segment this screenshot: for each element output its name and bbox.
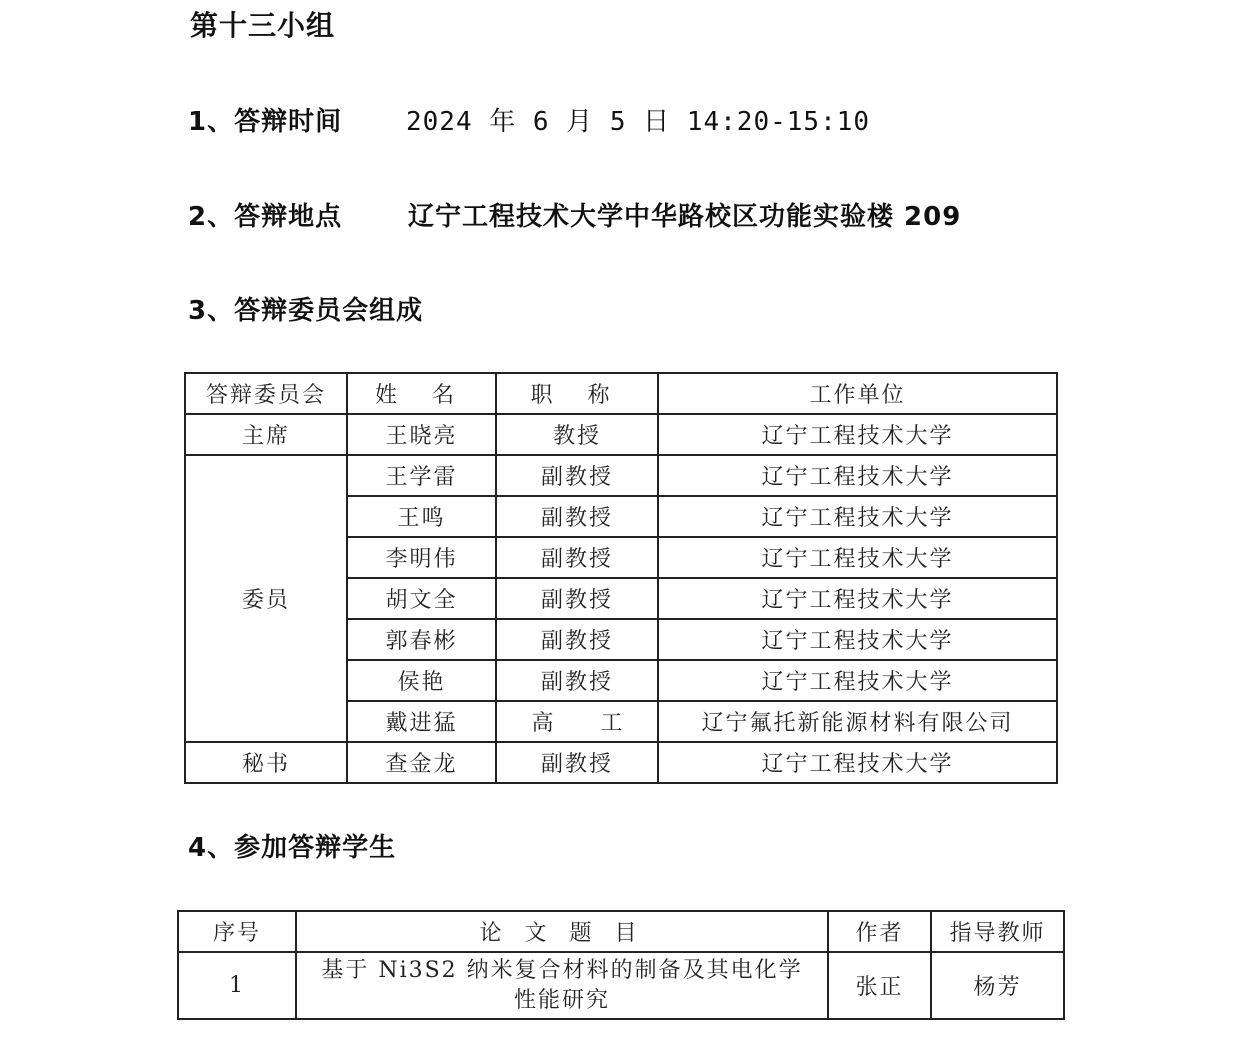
students-header-author: 作者 <box>828 911 931 952</box>
committee-chair-row <box>185 414 1057 455</box>
committee-section-heading: 3、答辩委员会组成 <box>188 296 424 326</box>
committee-header-row <box>185 373 1057 414</box>
chair-role: 主席 <box>185 414 347 455</box>
member-unit: 辽宁工程技术大学 <box>658 496 1057 537</box>
member-name: 李明伟 <box>347 537 496 578</box>
defense-place <box>188 200 962 234</box>
secretary-unit: 辽宁工程技术大学 <box>658 742 1057 783</box>
student-topic: 基于 Ni3S2 纳米复合材料的制备及其电化学性能研究 <box>296 952 828 1019</box>
member-title: 高 工 <box>496 701 658 742</box>
defense-place-value: 辽宁工程技术大学中华路校区功能实验楼 209 <box>408 202 962 232</box>
member-title: 副教授 <box>496 619 658 660</box>
chair-name: 王晓亮 <box>347 414 496 455</box>
member-title: 副教授 <box>496 578 658 619</box>
member-unit: 辽宁工程技术大学 <box>658 537 1057 578</box>
member-name: 王学雷 <box>347 455 496 496</box>
member-name: 侯艳 <box>347 660 496 701</box>
defense-time <box>188 105 871 139</box>
member-name: 戴进猛 <box>347 701 496 742</box>
member-title: 副教授 <box>496 537 658 578</box>
students-header-no: 序号 <box>178 911 296 952</box>
student-no: 1 <box>178 952 296 1019</box>
secretary-name: 查金龙 <box>347 742 496 783</box>
student-advisor: 杨芳 <box>931 952 1064 1019</box>
members-role: 委员 <box>185 455 347 742</box>
committee-table <box>184 372 1058 784</box>
secretary-title: 副教授 <box>496 742 658 783</box>
students-table <box>177 910 1065 1020</box>
student-row <box>178 952 1064 1019</box>
student-author: 张正 <box>828 952 931 1019</box>
defense-time-label: 1、答辩时间 <box>188 107 343 137</box>
member-unit: 辽宁氟托新能源材料有限公司 <box>658 701 1057 742</box>
students-header-topic: 论 文 题 目 <box>296 911 828 952</box>
students-header-advisor: 指导教师 <box>931 911 1064 952</box>
secretary-role: 秘书 <box>185 742 347 783</box>
member-unit: 辽宁工程技术大学 <box>658 660 1057 701</box>
chair-unit: 辽宁工程技术大学 <box>658 414 1057 455</box>
member-name: 王鸣 <box>347 496 496 537</box>
member-unit: 辽宁工程技术大学 <box>658 619 1057 660</box>
member-name: 胡文全 <box>347 578 496 619</box>
committee-secretary-row <box>185 742 1057 783</box>
defense-time-value: 2024 年 6 月 5 日 14:20-15:10 <box>406 107 871 137</box>
member-unit: 辽宁工程技术大学 <box>658 578 1057 619</box>
member-unit: 辽宁工程技术大学 <box>658 455 1057 496</box>
member-title: 副教授 <box>496 496 658 537</box>
chair-title: 教授 <box>496 414 658 455</box>
member-title: 副教授 <box>496 455 658 496</box>
member-name: 郭春彬 <box>347 619 496 660</box>
committee-header-title: 职 称 <box>496 373 658 414</box>
students-header-row <box>178 911 1064 952</box>
committee-member-row <box>185 455 1057 496</box>
students-section-heading: 4、参加答辩学生 <box>188 833 397 863</box>
member-title: 副教授 <box>496 660 658 701</box>
defense-place-label: 2、答辩地点 <box>188 202 343 232</box>
committee-header-name: 姓 名 <box>347 373 496 414</box>
committee-header-committee: 答辩委员会 <box>185 373 347 414</box>
group-title: 第十三小组 <box>190 9 336 42</box>
committee-header-unit: 工作单位 <box>658 373 1057 414</box>
